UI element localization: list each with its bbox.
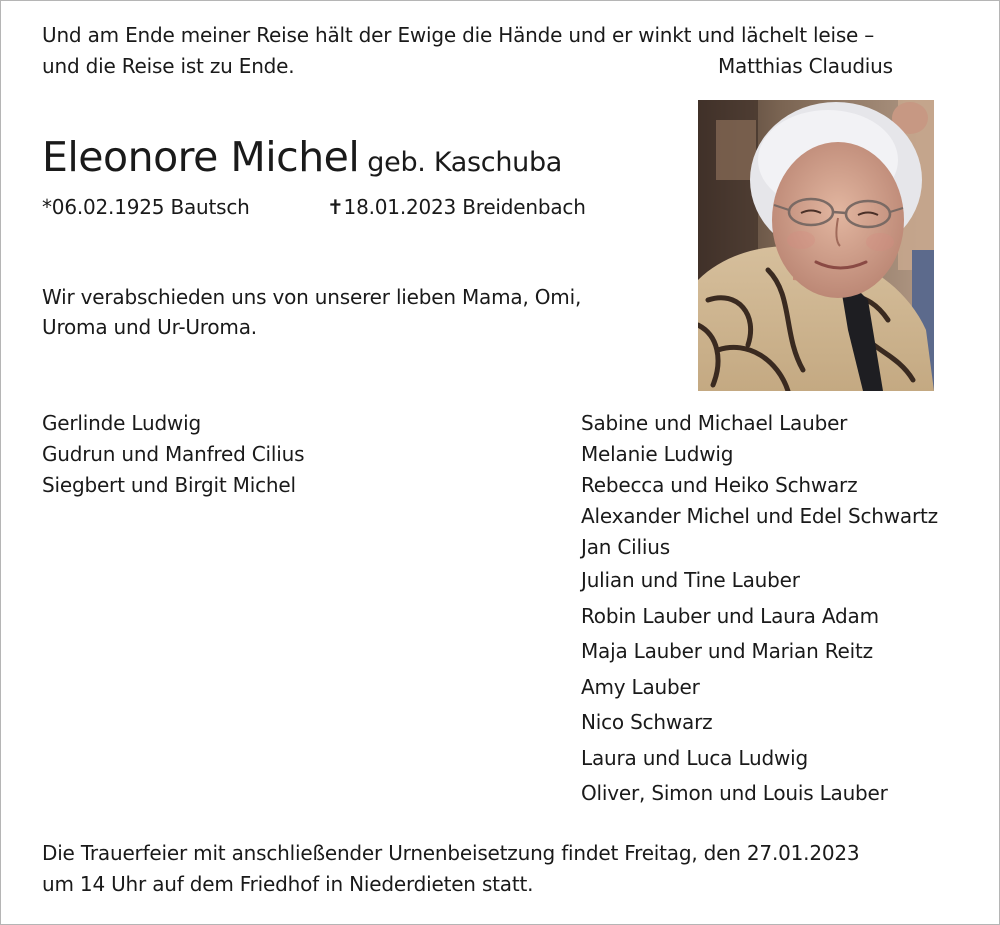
mourner-entry: Jan Cilius <box>581 535 670 559</box>
death-date: ✝18.01.2023 Breidenbach <box>327 195 586 219</box>
mourner-entry: Sabine und Michael Lauber <box>581 411 848 435</box>
deceased-name: Eleonore Michel <box>42 133 360 181</box>
mourner-entry: Oliver, Simon und Louis Lauber <box>581 781 888 805</box>
farewell-line-1: Wir verabschieden uns von unserer lieben Mama, Omi, <box>42 285 582 309</box>
mourner-entry: Siegbert und Birgit Michel <box>42 473 296 497</box>
portrait-photo <box>698 100 934 391</box>
birth-date: *06.02.1925 Bautsch <box>42 195 250 219</box>
portrait-illustration <box>698 100 934 391</box>
deceased-name-block <box>42 133 562 181</box>
mourner-entry: Nico Schwarz <box>581 710 713 734</box>
mourners-right-list <box>581 408 938 812</box>
quote-author: Matthias Claudius <box>718 54 893 78</box>
mourner-entry: Robin Lauber und Laura Adam <box>581 603 879 628</box>
mourner-entry: Gerlinde Ludwig <box>42 411 201 435</box>
mourner-entry: Laura und Luca Ludwig <box>581 745 808 770</box>
birth-name: geb. Kaschuba <box>367 147 563 178</box>
quote-line-2: und die Reise ist zu Ende. <box>42 54 295 78</box>
mourner-entry: Alexander Michel und Edel Schwartz <box>581 504 938 528</box>
mourner-entry: Melanie Ludwig <box>581 442 734 466</box>
mourner-entry: Julian und Tine Lauber <box>581 568 800 592</box>
mourner-entry: Rebecca und Heiko Schwarz <box>581 473 858 497</box>
ceremony-line-1: Die Trauerfeier mit anschließender Urnenbeisetzung findet Freitag, den 27.01.2023 <box>42 841 860 865</box>
mourners-left-list <box>42 408 304 501</box>
mourner-entry: Amy Lauber <box>581 674 700 699</box>
farewell-line-2: Uroma und Ur-Uroma. <box>42 315 257 339</box>
mourner-entry: Gudrun und Manfred Cilius <box>42 442 305 466</box>
ceremony-line-2: um 14 Uhr auf dem Friedhof in Niederdieten statt. <box>42 872 534 896</box>
mourner-entry: Maja Lauber und Marian Reitz <box>581 639 873 663</box>
quote-line-1: Und am Ende meiner Reise hält der Ewige die Hände und er winkt und lächelt leise – <box>42 23 875 47</box>
